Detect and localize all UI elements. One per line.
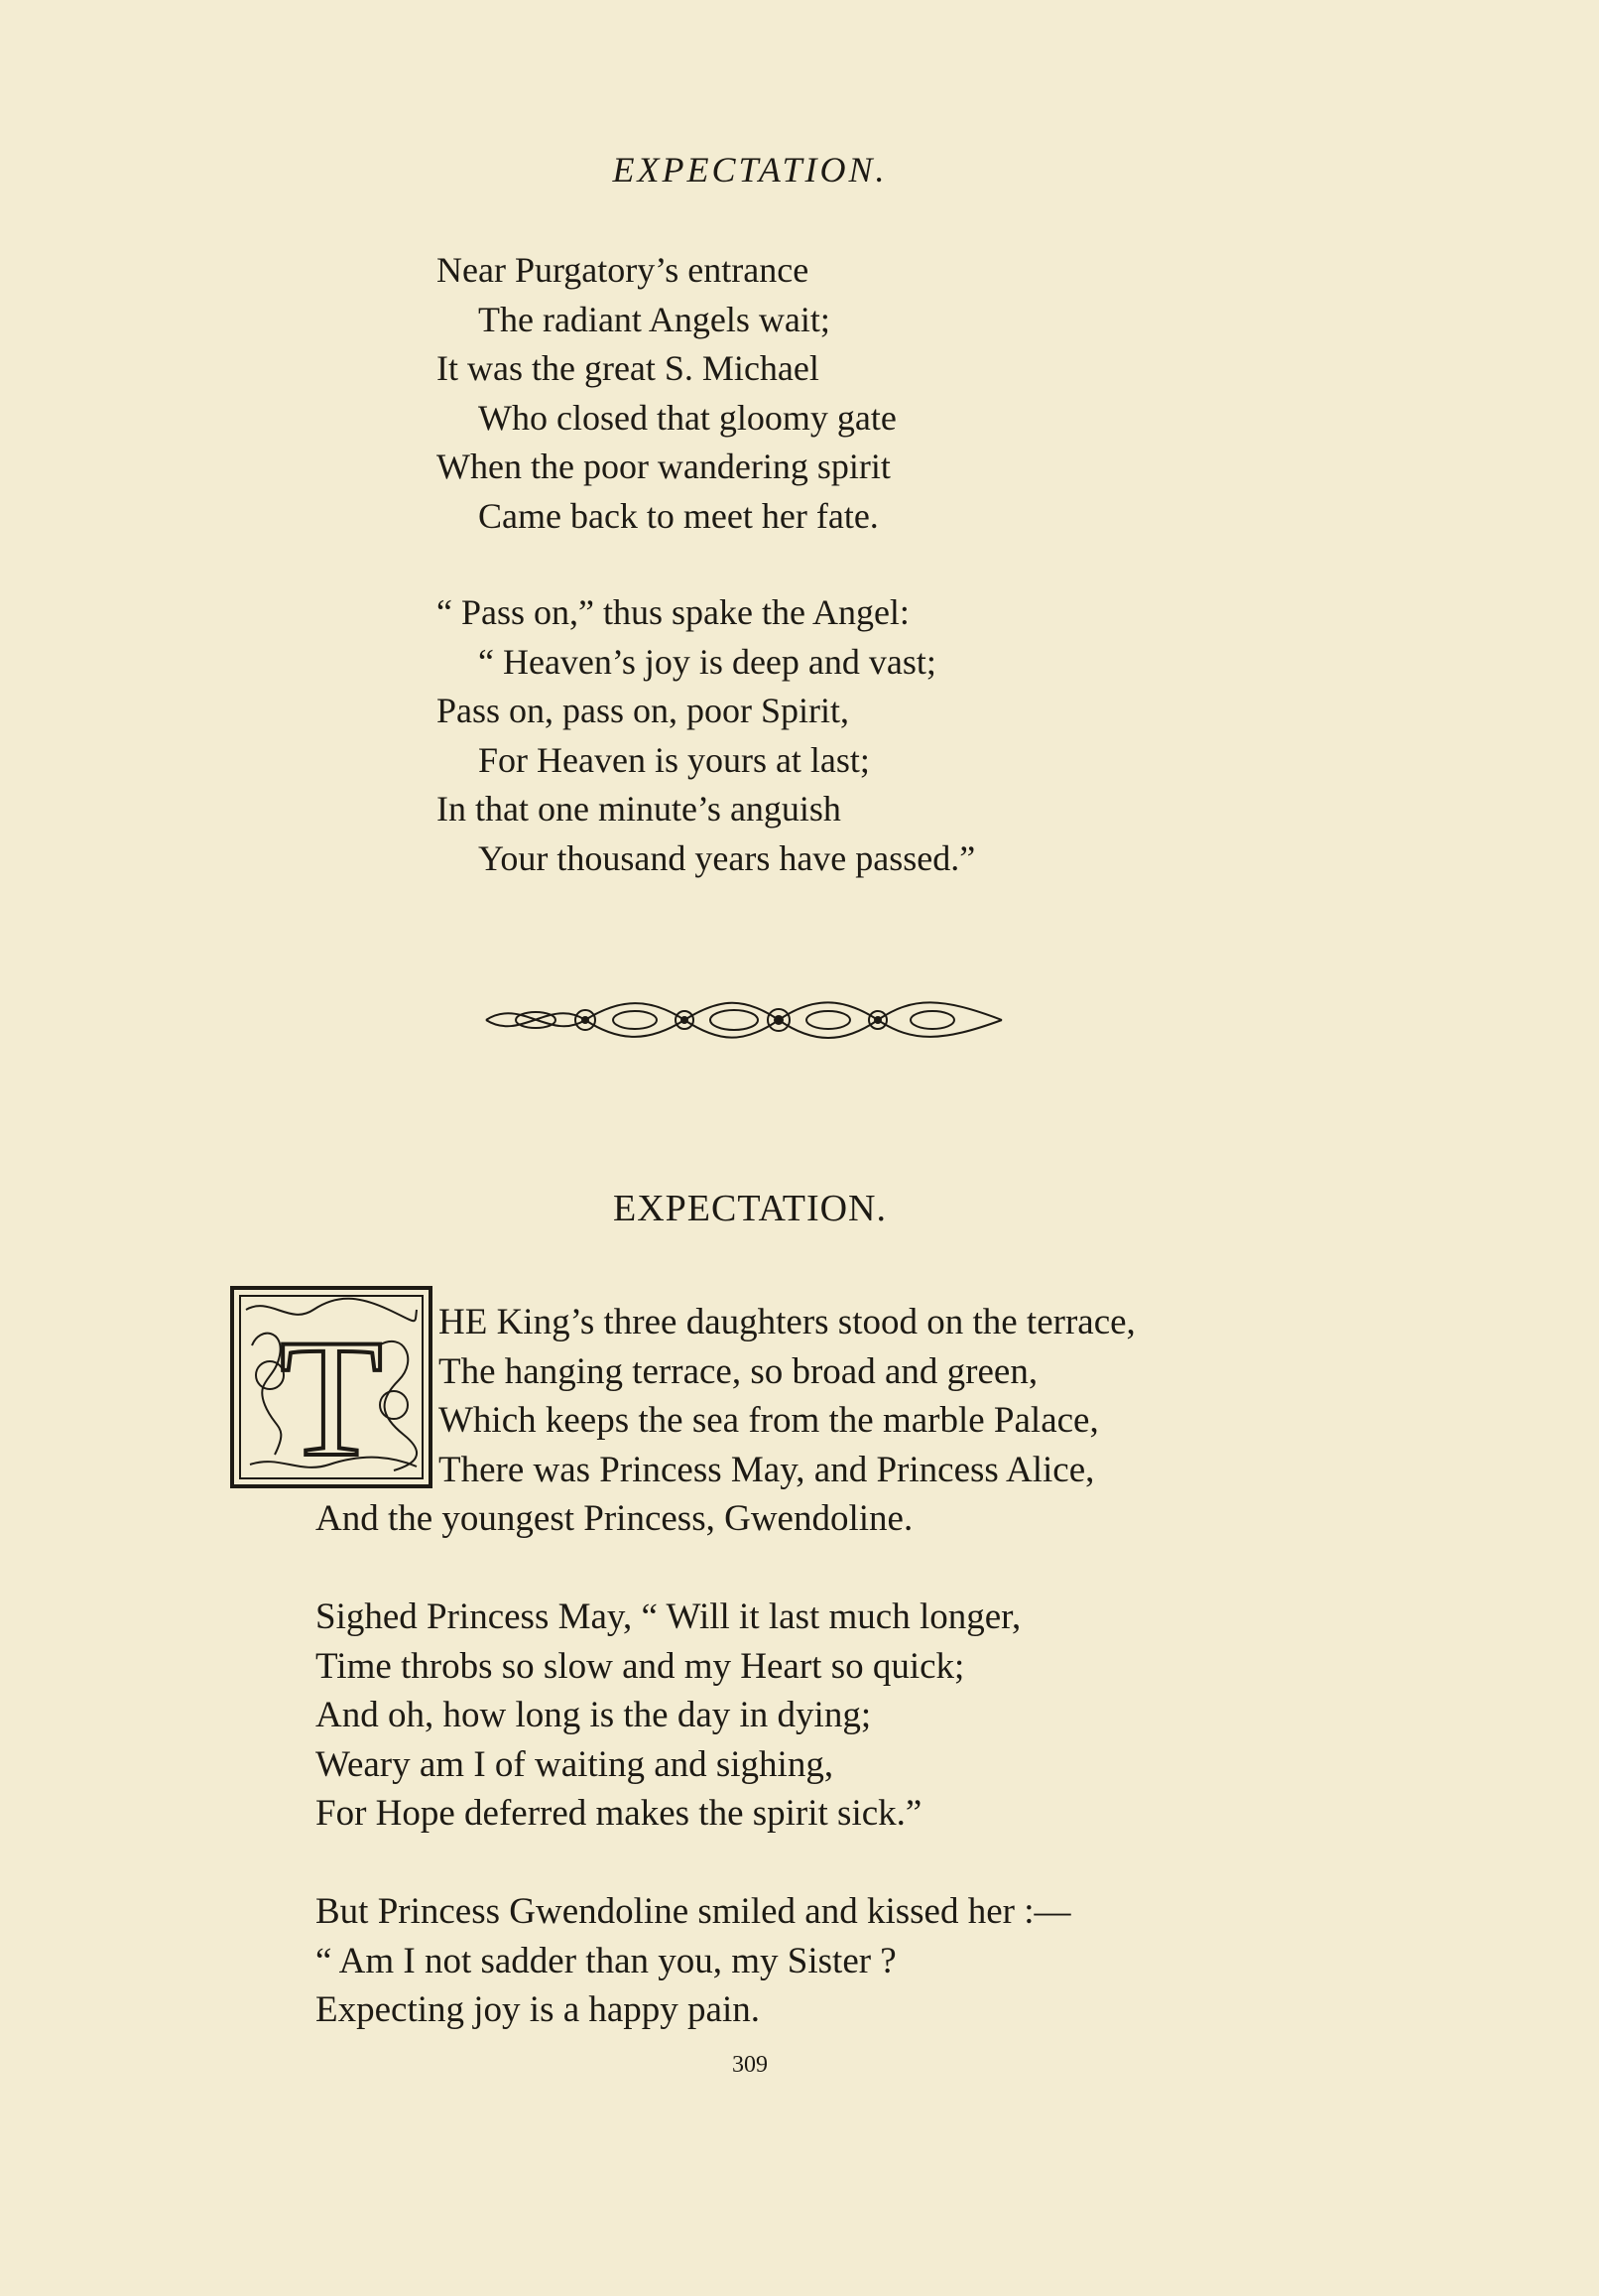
verse-line: It was the great S. Michael: [436, 348, 819, 388]
poem-stanza-1: [315, 1298, 1136, 1544]
verse-line: Came back to meet her fate.: [478, 495, 879, 536]
verse-line: Who closed that gloomy gate: [478, 397, 897, 438]
verse-line: The radiant Angels wait;: [478, 299, 830, 339]
verse-line: HE King’s three daughters stood on the terrace,: [438, 1302, 1136, 1342]
verse-line: Sighed Princess May, “ Will it last much longer,: [315, 1596, 1022, 1637]
verse-line: For Heaven is yours at last;: [478, 739, 870, 780]
verse-line: “ Heaven’s joy is deep and vast;: [478, 641, 936, 682]
stanza-1: [436, 246, 897, 541]
verse-line: Your thousand years have passed.”: [478, 837, 976, 878]
verse-line: Which keeps the sea from the marble Palace,: [438, 1400, 1099, 1441]
verse-line: For Hope deferred makes the spirit sick.”: [315, 1793, 922, 1834]
verse-line: Time throbs so slow and my Heart so quick;: [315, 1645, 965, 1687]
verse-line: And oh, how long is the day in dying;: [315, 1695, 872, 1735]
floral-ornament-icon: [481, 992, 1007, 1048]
verse-line: When the poor wandering spirit: [436, 446, 891, 486]
verse-line: But Princess Gwendoline smiled and kissed her :—: [315, 1891, 1071, 1932]
verse-line: And the youngest Princess, Gwendoline.: [315, 1498, 914, 1539]
running-head: EXPECTATION.: [612, 150, 888, 190]
verse-line: Expecting joy is a happy pain.: [315, 1989, 761, 2030]
verse-line: “ Pass on,” thus spake the Angel:: [436, 592, 910, 632]
verse-line: “ Am I not sadder than you, my Sister ?: [315, 1940, 897, 1981]
verse-line: The hanging terrace, so broad and green,: [438, 1350, 1039, 1392]
verse-line: Near Purgatory’s entrance: [436, 250, 809, 290]
verse-line: Pass on, pass on, poor Spirit,: [436, 691, 850, 730]
stanza-2: [436, 588, 975, 883]
verse-line: There was Princess May, and Princess Alice,: [438, 1449, 1095, 1490]
verse-line: In that one minute’s anguish: [436, 789, 841, 829]
verse-line: Weary am I of waiting and sighing,: [315, 1743, 834, 1785]
dropcap-letter: T: [280, 1305, 383, 1488]
poem-title: EXPECTATION.: [613, 1188, 887, 1229]
poem-stanza-3: [315, 1887, 1070, 2035]
page-number: 309: [732, 2052, 768, 2078]
poem-stanza-2: [315, 1593, 1021, 1839]
